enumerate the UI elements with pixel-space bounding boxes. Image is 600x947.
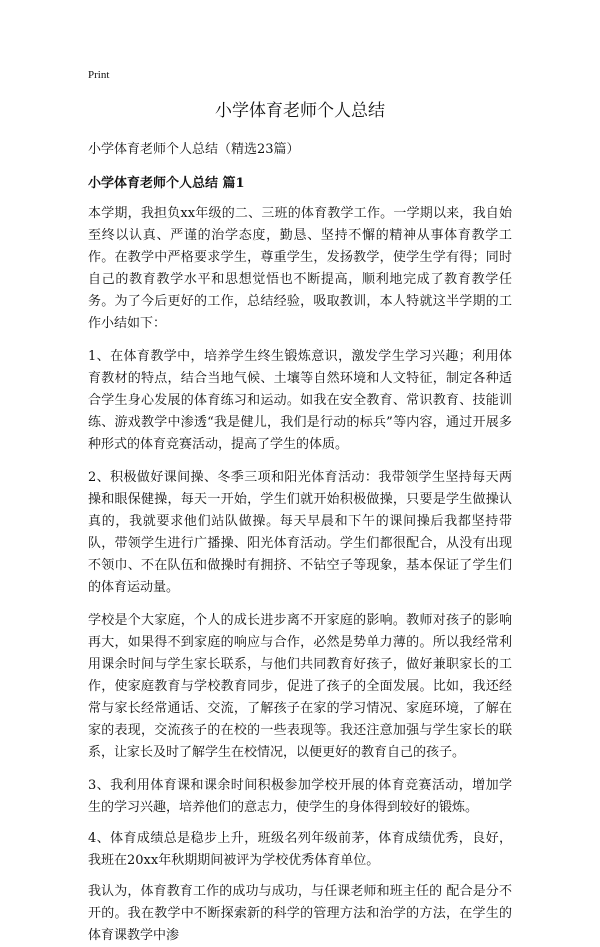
paragraph-item-3: 3、我利用体育课和课余时间积极参加学校开展的体育竞赛活动，增加学生的学习兴趣，培养他们的意志力，使学生的身体得到较好的锻炼。: [88, 778, 512, 815]
paragraph-intro: 本学期，我担负xx年级的二、三班的体育教学工作。一学期以来，我自始至终以认真、严谨的治学态度，勤恳、坚持不懈的精神从事体育教学工作。在教学中严格要求学生，尊重学生，发扬教学，使学生学有得；同时自己的教育教学水平和思想觉悟也不断提高，顺利地完成了教育教学任务。为了今后更好的工作，总结经验，吸取教训，本人特就这半学期的工作小结如下：: [88, 206, 512, 331]
paragraph-item-1: 1、在体育教学中，培养学生终生锻炼意识，激发学生学习兴趣；利用体育教材的特点，结合当地气候、土壤等自然环境和人文特征，制定各种适合学生身心发展的体育练习和运动。如我在安全教育、常识教育、技能训练、游戏教学中渗透“我是健儿，我们是行动的标兵”等内容，通过开展多种形式的体育竞赛活动，提高了学生的体质。: [88, 349, 512, 452]
section-heading: 小学体育老师个人总结 篇1: [88, 176, 245, 191]
print-label: Print: [88, 69, 110, 81]
paragraph-conclusion: 我认为，体育教育工作的成功与成功，与任课老师和班主任的 配合是分不开的。我在教学中不断探索新的科学的管理方法和治学的方法，在学生的体育课教学中渗: [88, 884, 512, 943]
paragraph-item-4: 4、体育成绩总是稳步上升，班级名列年级前茅，体育成绩优秀，良好，我班在20xx年秋期期间被评为学校优秀体育单位。: [88, 831, 512, 868]
paragraph-item-2: 2、积极做好课间操、冬季三项和阳光体育活动：我带领学生坚持每天两操和眼保健操，每天一开始，学生们就开始积极做操，只要是学生做操认真的，我就要求他们站队做操。每天早晨和下午的课间操后我都坚持带队，带领学生进行广播操、阳光体育活动。学生们都很配合，从没有出现不领巾、不在队伍和做操时有拥挤、不钻空子等现象，基本保证了学生们的体育运动量。: [88, 470, 512, 595]
paragraph-family: 学校是个大家庭，个人的成长进步离不开家庭的影响。教师对孩子的影响再大，如果得不到家庭的响应与合作，必然是势单力薄的。所以我经常利用课余时间与学生家长联系，与他们共同教育好孩子，做好兼职家长的工作，使家庭教育与学校教育同步，促进了孩子的全面发展。比如，我还经常与家长经常通话、交流，了解孩子在家的学习情况、家庭环境，了解在家的表现，交流孩子的在校的一些表现等。我还注意加强与学生家长的联系，让家长及时了解学生在校情况，以便更好的教育自己的孩子。: [88, 613, 512, 760]
document-subtitle: 小学体育老师个人总结（精选23篇）: [88, 142, 300, 157]
page-title: 小学体育老师个人总结: [215, 101, 385, 121]
